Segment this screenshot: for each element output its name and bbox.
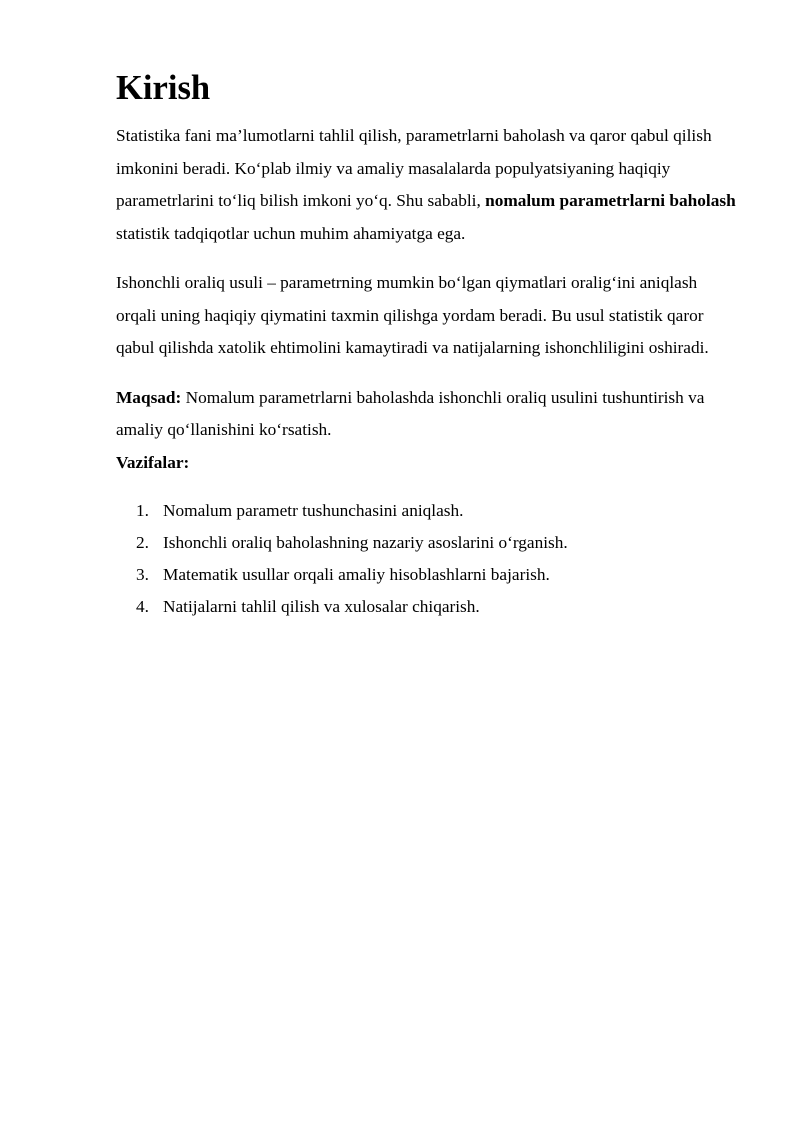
list-item-number: 3. bbox=[136, 565, 149, 585]
list-item-text: Nomalum parametr tushunchasini aniqlash. bbox=[163, 500, 464, 520]
list-item bbox=[116, 559, 740, 591]
list-item-text: Matematik usullar orqali amaliy hisoblashlarni bajarish. bbox=[163, 565, 550, 585]
list-item bbox=[116, 495, 740, 527]
intro-text-start: Statistika fani ma’lumotlarni tahlil qilish, parametrlarni baholash va qaror qabul qilish imkonini beradi. Ko‘plab ilmiy va amaliy masalalarda populyatsiyaning haqiqiy parametrlarini to‘liq bilish imkoni yo‘q. Shu sababli, bbox=[116, 126, 712, 210]
tasks-list bbox=[116, 495, 740, 624]
section-heading: Kirish bbox=[116, 69, 211, 107]
list-item-number: 4. bbox=[136, 597, 149, 617]
intro-bold-phrase: nomalum parametrlarni baholash bbox=[485, 191, 736, 210]
goal-paragraph bbox=[116, 382, 740, 447]
list-item-number: 2. bbox=[136, 532, 149, 552]
list-item bbox=[116, 527, 740, 559]
method-paragraph: Ishonchli oraliq usuli – parametrning mumkin bo‘lgan qiymatlari oralig‘ini aniqlash orqali uning haqiqiy qiymatini taxmin qilishga yordam beradi. Bu usul statistik qaror qabul qilishda xatolik ehtimolini kamaytiradi va natijalarning ishonchliligini oshiradi. bbox=[116, 273, 709, 357]
list-item bbox=[116, 591, 740, 623]
intro-paragraph bbox=[116, 120, 740, 250]
list-item-text: Natijalarni tahlil qilish va xulosalar chiqarish. bbox=[163, 597, 480, 617]
list-item-number: 1. bbox=[136, 500, 149, 520]
goal-text: Nomalum parametrlarni baholashda ishonchli oraliq usulini tushuntirish va amaliy qo‘llanishini ko‘rsatish. bbox=[116, 387, 705, 439]
document-page bbox=[116, 69, 740, 624]
goal-label: Maqsad: bbox=[116, 387, 182, 407]
list-item-text: Ishonchli oraliq baholashning nazariy asoslarini o‘rganish. bbox=[163, 532, 568, 552]
tasks-title: Vazifalar: bbox=[116, 452, 190, 472]
intro-text-end: statistik tadqiqotlar uchun muhim ahamiyatga ega. bbox=[116, 223, 466, 243]
